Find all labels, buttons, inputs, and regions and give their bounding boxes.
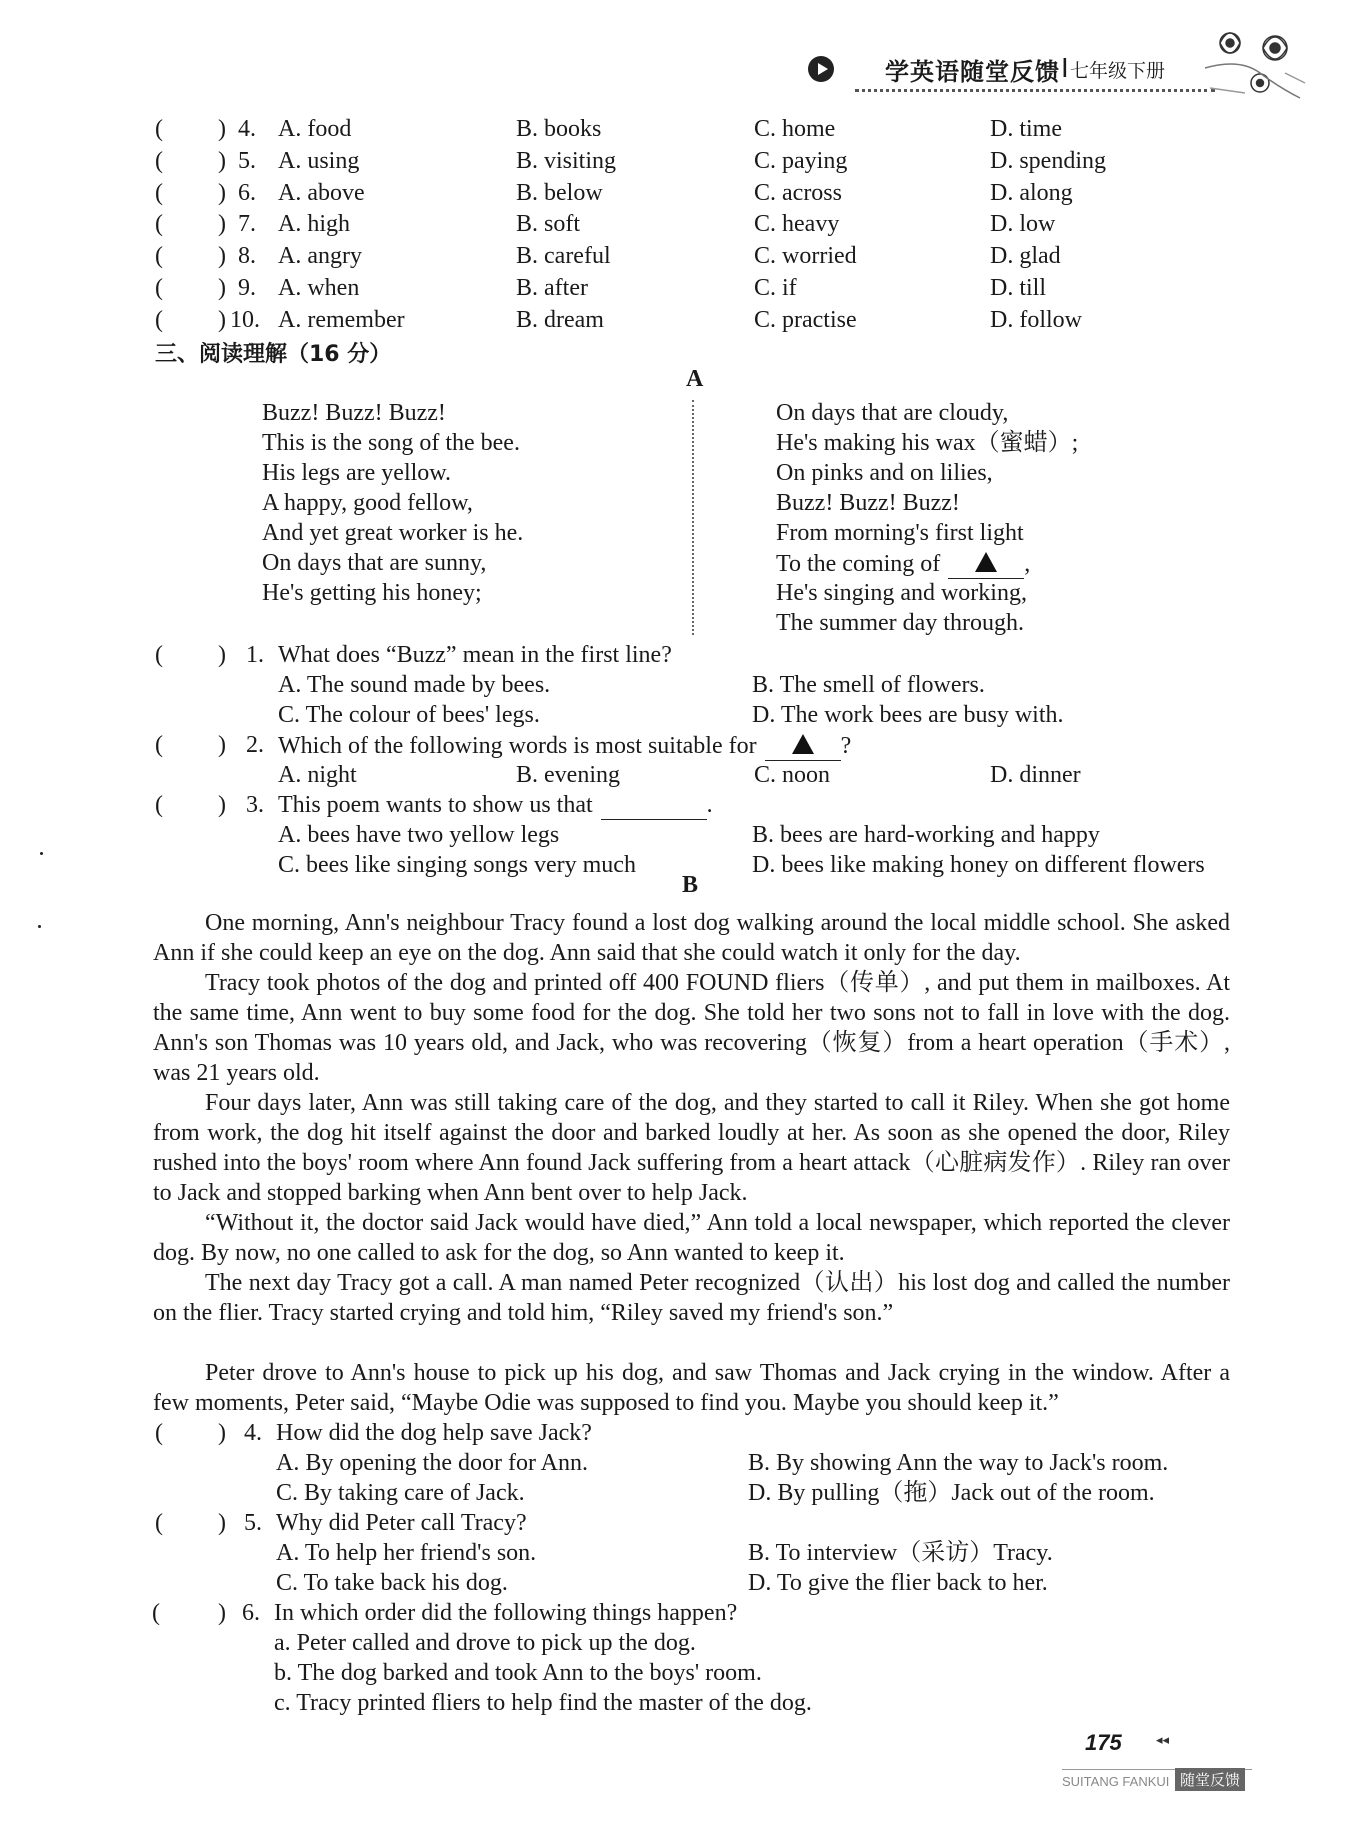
punctuation: , [1024,551,1031,577]
option-c: C. heavy [754,211,840,238]
option-c: C. To take back his dog. [276,1570,508,1596]
option-b: B. evening [516,762,620,788]
option-a: A. bees have two yellow legs [278,822,560,848]
poem-line: This is the song of the bee. [262,430,520,456]
poem-line-text: To the coming of [776,551,941,577]
poem-line: He's getting his honey; [262,580,482,606]
blank-line [601,795,707,820]
option-b: B. bees are hard-working and happy [752,822,1100,848]
answer-paren-open: ( [152,1600,160,1626]
question-stem: What does “Buzz” mean in the first line? [278,642,672,668]
option-c: C. practise [754,306,857,333]
option-d: D. By pulling（拖）Jack out of the room. [748,1480,1155,1506]
answer-paren-open: ( [155,642,163,668]
answer-paren-close: ) [218,243,226,270]
option-b: B. books [516,116,602,142]
answer-paren-open: ( [155,243,163,270]
option-c: C. worried [754,243,857,270]
option-b: B. careful [516,243,611,270]
option-a: A. using [278,147,360,174]
passage-paragraph: Peter drove to Ann's house to pick up his dog, and saw Thomas and Jack crying in the window. After a few moments, Peter said, “Maybe Odie was supposed to find you. Maybe you should keep it.” [153,1360,1230,1416]
answer-paren-close: ) [218,792,226,818]
answer-paren-open: ( [155,792,163,818]
header-separator: I [1061,54,1069,84]
passage-paragraph: “Without it, the doctor said Jack would have died,” Ann told a local newspaper, which reported the clever dog. By now, no one called to ask for the dog, so Ann wanted to keep it. [153,1210,1230,1266]
question-number: 3. [246,792,264,818]
page-number: 175 [1085,1730,1122,1755]
question-number: 4. [238,116,256,142]
punctuation: ? [840,733,852,759]
option-b: B. below [516,179,603,206]
option-a: A. The sound made by bees. [278,672,551,698]
answer-paren-open: ( [155,147,163,174]
option-b: B. visiting [516,147,617,174]
question-number: 2. [246,732,264,758]
poem-line: His legs are yellow. [262,460,452,486]
answer-paren-close: ) [218,275,226,301]
question-text [278,790,713,820]
question-number: 5. [244,1510,262,1536]
option-d: D. low [990,211,1056,238]
option-a: A. angry [278,243,362,270]
question-number: 7. [238,211,256,238]
answer-paren-close: ) [218,1510,226,1536]
part-a-label: A [686,366,704,392]
answer-paren-close: ) [218,1600,226,1626]
answer-paren-open: ( [155,275,163,301]
question-stem: Which of the following words is most suitable for [278,733,757,759]
question-number: 4. [244,1420,262,1446]
answer-paren-close: ) [218,179,226,206]
margin-mark [38,925,41,928]
triangle-icon [792,734,814,754]
passage-paragraph: Tracy took photos of the dog and printed off 400 FOUND fliers（传单）, and put them in mailboxes. At the same time, Ann went to buy some food for the dog. She told her two sons not to fall in love with the dog. Ann's son Thomas was 10 years old, and Jack, who was recovering（恢复）from a heart operation（手术）, was 21 years old. [153,970,1230,1086]
option-d: D. dinner [990,762,1081,788]
answer-paren-close: ) [218,147,226,174]
option-d: D. bees like making honey on different flowers [752,852,1205,878]
question-text: Why did Peter call Tracy? [276,1510,527,1536]
option-c: C. across [754,179,842,206]
option-d: D. till [990,275,1047,301]
answer-paren-open: ( [155,732,163,758]
option-b: B. The smell of flowers. [752,672,985,698]
passage-paragraph: One morning, Ann's neighbour Tracy found a lost dog walking around the local middle school. She asked Ann if she could keep an eye on the dog. Ann said that she could watch it only for the day. [153,910,1230,966]
question-stem: This poem wants to show us that [278,792,593,818]
option-b: B. By showing Ann the way to Jack's room. [748,1450,1169,1476]
answer-paren-close: ) [218,642,226,668]
footer-badge: 随堂反馈 [1175,1768,1245,1791]
option-a: A. food [278,116,352,142]
poem-line: Buzz! Buzz! Buzz! [776,490,960,516]
poem-line: And yet great worker is he. [262,520,524,546]
answer-paren-open: ( [155,306,163,333]
answer-paren-open: ( [155,211,163,238]
grade-label: 七年级下册 [1070,60,1166,82]
header-dotted-rule [855,89,1215,92]
option-c: C. bees like singing songs very much [278,852,636,878]
question-text: How did the dog help save Jack? [276,1420,592,1446]
page-arrows-icon: ◂◂ [1156,1733,1170,1748]
question-text [278,640,672,670]
question-number: 9. [238,275,256,301]
answer-paren-open: ( [155,116,163,142]
option-b: B. To interview（采访）Tracy. [748,1540,1053,1566]
part-b-label: B [682,872,699,898]
order-item: c. Tracy printed fliers to help find the master of the dog. [274,1690,812,1716]
passage-paragraph: Four days later, Ann was still taking care of the dog, and they started to call it Riley. When she got home from work, the dog hit itself against the door and barked loudly at her. As soon as she opened the door, Riley rushed into the boys' room where Ann found Jack suffering from a heart attack（心脏病发作）. Riley ran over to Jack and stopped barking when Ann bent over to help Jack. [153,1090,1230,1206]
blank-line [948,548,1024,579]
answer-paren-open: ( [155,179,163,206]
poem-line: On days that are cloudy, [776,400,1009,426]
option-b: B. dream [516,306,604,333]
question-number: 10. [230,306,260,333]
passage-paragraph: The next day Tracy got a call. A man named Peter recognized（认出）his lost dog and called the number on the flier. Tracy started crying and told him, “Riley saved my friend's son.” [153,1270,1230,1326]
poem-line: He's singing and working, [776,580,1027,606]
answer-paren-close: ) [218,1420,226,1446]
option-c: C. noon [754,762,831,788]
option-d: D. along [990,179,1073,206]
option-c: C. if [754,275,797,301]
poem-line: Buzz! Buzz! Buzz! [262,400,446,426]
footer-latin-title: SUITANG FANKUI [1062,1774,1170,1789]
question-number: 1. [246,642,264,668]
option-d: D. glad [990,243,1061,270]
poem-line [776,548,1030,579]
answer-paren-close: ) [218,211,226,238]
play-icon [808,56,834,82]
punctuation: . [706,792,713,818]
question-number: 8. [238,243,256,270]
option-b: B. after [516,275,588,301]
section-title: 三、阅读理解（16 分） [155,342,392,367]
option-a: A. remember [278,306,405,333]
option-d: D. time [990,116,1062,142]
question-text: In which order did the following things happen? [274,1600,738,1626]
option-a: A. high [278,211,350,238]
poem-line: On days that are sunny, [262,550,487,576]
option-c: C. By taking care of Jack. [276,1480,525,1506]
option-b: B. soft [516,211,581,238]
option-a: A. above [278,179,365,206]
poem-line: He's making his wax（蜜蜡）; [776,430,1079,456]
book-title: 学英语随堂反馈 [885,58,1060,86]
option-c: C. home [754,116,836,142]
poem-line: On pinks and on lilies, [776,460,993,486]
option-d: D. To give the flier back to her. [748,1570,1048,1596]
answer-paren-close: ) [218,306,226,333]
option-d: D. follow [990,306,1082,333]
option-d: D. spending [990,147,1106,174]
option-a: A. To help her friend's son. [276,1540,537,1566]
answer-paren-close: ) [218,116,226,142]
option-a: A. when [278,275,360,301]
order-item: a. Peter called and drove to pick up the dog. [274,1630,696,1656]
answer-paren-close: ) [218,732,226,758]
triangle-icon [975,552,997,572]
question-number: 5. [238,147,256,174]
answer-paren-open: ( [155,1510,163,1536]
question-text [278,730,851,761]
flower-decoration-icon [1200,18,1310,108]
question-number: 6. [242,1600,260,1626]
poem-line: From morning's first light [776,520,1024,546]
option-d: D. The work bees are busy with. [752,702,1064,728]
poem-divider [692,400,694,635]
option-c: C. The colour of bees' legs. [278,702,540,728]
answer-paren-open: ( [155,1420,163,1446]
blank-line [765,730,841,761]
order-item: b. The dog barked and took Ann to the boys' room. [274,1660,762,1686]
poem-line: A happy, good fellow, [262,490,473,516]
option-a: A. By opening the door for Ann. [276,1450,588,1476]
option-a: A. night [278,762,357,788]
margin-mark [40,852,43,855]
question-number: 6. [238,179,256,206]
option-c: C. paying [754,147,848,174]
poem-line: The summer day through. [776,610,1024,636]
